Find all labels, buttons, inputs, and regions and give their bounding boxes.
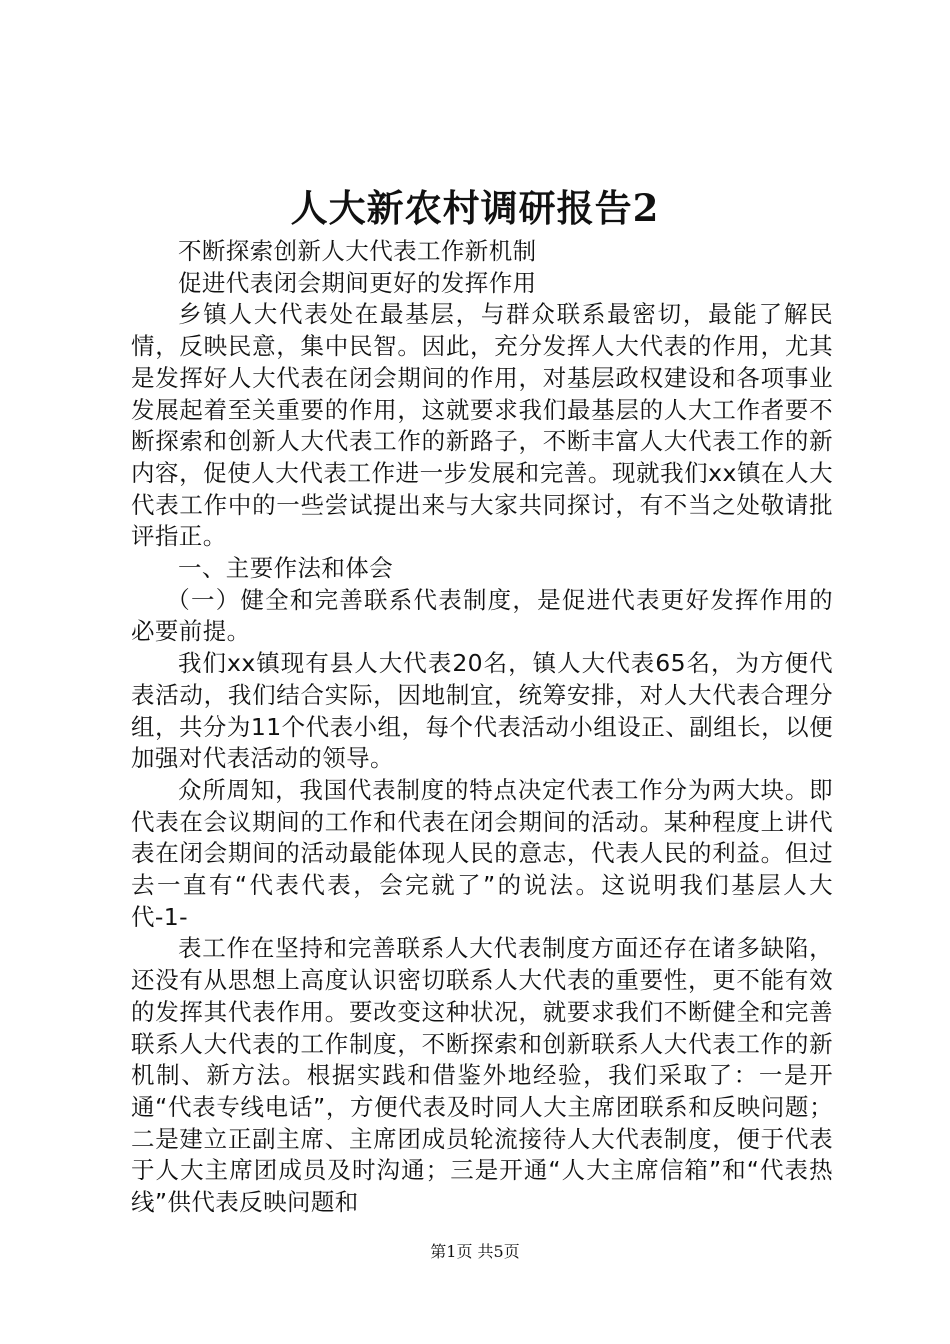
subtitle-line-2: 促进代表闭会期间更好的发挥作用 (178, 268, 537, 297)
paragraph-representatives: 我们xx镇现有县人大代表20名，镇人大代表65名，为方便代表活动，我们结合实际，因地制宜，统筹安排，对人大代表合理分组，共分为11个代表小组，每个代表活动小组设正、副组长，以便加强对代表活动的领导。 (131, 649, 833, 773)
paragraph-intro: 乡镇人大代表处在最基层，与群众联系最密切，最能了解民情，反映民意，集中民智。因此，充分发挥人大代表的作用，尤其是发挥好人大代表在闭会期间的作用，对基层政权建设和各项事业发展起着至关重要的作用，这就要求我们最基层的人大工作者要不断探索和创新人大代表工作的新路子，不断丰富人大代表工作的新内容，促使人大代表工作进一步发展和完善。现就我们xx镇在人大代表工作中的一些尝试提出来与大家共同探讨，有不当之处敬请批评指正。 (131, 300, 833, 551)
subtitle-line-1: 不断探索创新人大代表工作新机制 (178, 237, 537, 265)
paragraph-system: 众所周知，我国代表制度的特点决定代表工作分为两大块。即代表在会议期间的工作和代表在闭会期间的活动。某种程度上讲代表在闭会期间的活动最能体现人民的意志，代表人民的利益。但过去一直有“代表代表，会完就了”的说法。这说明我们基层人大代-1- (131, 775, 833, 931)
document-body (131, 236, 833, 1219)
page-title: 人大新农村调研报告2 (290, 186, 660, 230)
section-heading: 一、主要作法和体会 (178, 554, 394, 583)
paragraph-continuation: 表工作在坚持和完善联系人大代表制度方面还存在诸多缺陷，还没有从思想上高度认识密切联系人大代表的重要性，更不能有效的发挥其代表作用。要改变这种状况，就要求我们不断健全和完善联系人大代表的工作制度，不断探索和创新联系人大代表工作的新机制、新方法。根据实践和借鉴外地经验，我们采取了：一是开通“代表专线电话”，方便代表及时同人大主席团联系和反映问题；二是建立正副主席、主席团成员轮流接待人大代表制度，便于代表于人大主席团成员及时沟通；三是开通“人大主席信箱”和“代表热线”供代表反映问题和 (131, 934, 833, 1217)
subsection-heading: （一）健全和完善联系代表制度，是促进代表更好发挥作用的必要前提。 (131, 585, 833, 646)
page-footer: 第1页 共5页 (430, 1242, 520, 1261)
